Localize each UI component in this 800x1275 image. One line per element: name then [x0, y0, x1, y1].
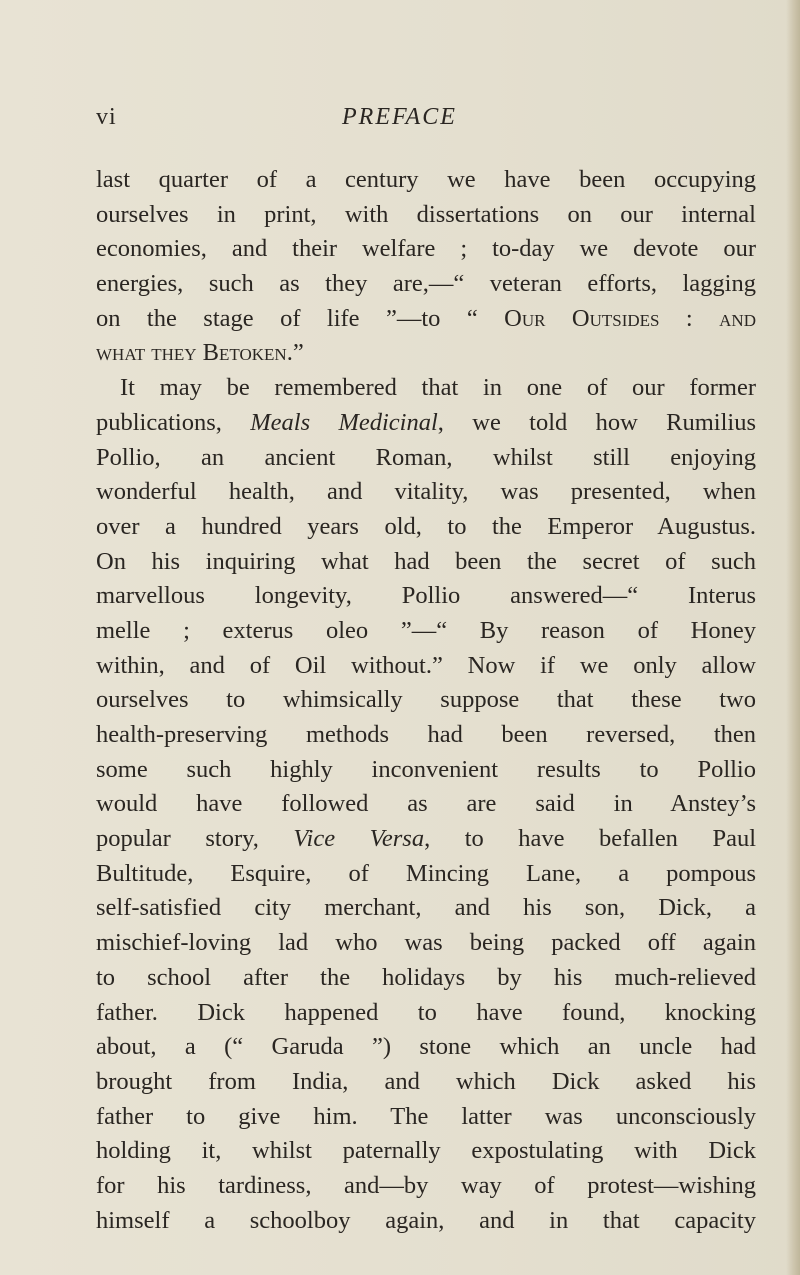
text-line: for his tardiness, and—by way of protest—wishing [96, 1171, 756, 1199]
text-line: over a hundred years old, to the Emperor Augustus. [96, 512, 756, 540]
text-line: would have followed as are said in Anstey’s [96, 790, 756, 818]
text-line: father to give him. The latter was unconsciously [96, 1102, 756, 1130]
text-line [96, 302, 756, 337]
text-line [96, 336, 756, 371]
text-line: marvellous longevity, Pollio answered—“ Interus [96, 582, 756, 610]
text-line: mischief-loving lad who was being packed off again [96, 929, 756, 957]
book-title-smallcaps: Our Outsides : and [504, 304, 756, 332]
text-line: energies, such as they are,—“ veteran efforts, lagging [96, 270, 756, 298]
text-segment: publications, [96, 408, 251, 436]
body-text [96, 163, 756, 1238]
text-line: melle ; exterus oleo ”—“ By reason of Honey [96, 616, 756, 644]
text-line: brought from India, and which Dick asked his [96, 1067, 756, 1095]
text-line [96, 406, 756, 441]
text-line: economies, and their welfare ; to-day we devote our [96, 235, 756, 263]
text-line: ourselves in print, with dissertations on our internal [96, 200, 756, 228]
running-header [96, 100, 736, 134]
text-line: to school after the holidays by his much-relieved [96, 963, 756, 991]
book-title-italic: Vice Versa [293, 825, 425, 853]
text-line [96, 822, 756, 857]
text-segment: , to have befallen Paul [424, 825, 757, 853]
text-line: Pollio, an ancient Roman, whilst still enjoying [96, 443, 756, 471]
text-line: last quarter of a century we have been occupying [96, 166, 756, 193]
text-line: about, a (“ Garuda ”) stone which an uncle had [96, 1033, 756, 1061]
page-number: vi [96, 104, 117, 130]
page-edge-shadow [786, 0, 800, 1275]
text-line: On his inquiring what had been the secret of such [96, 547, 756, 575]
text-segment: , we told how Rumilius [437, 408, 756, 436]
book-title-italic: Meals Medicinal [250, 408, 438, 436]
text-line: Bultitude, Esquire, of Mincing Lane, a pompous [96, 859, 756, 887]
text-line: It may be remembered that in one of our former [120, 374, 756, 402]
text-line: ourselves to whimsically suppose that these two [96, 686, 756, 714]
text-line: wonderful health, and vitality, was presented, when [96, 478, 756, 506]
book-title-smallcaps: what they Betoken.” [96, 339, 304, 367]
text-line: himself a schoolboy again, and in that capacity [96, 1206, 756, 1234]
text-line: holding it, whilst paternally expostulating with Dick [96, 1137, 756, 1165]
text-line: within, and of Oil without.” Now if we only allow [96, 651, 756, 679]
text-line: self-satisfied city merchant, and his son, Dick, a [96, 894, 756, 922]
text-segment: popular story, [96, 825, 294, 853]
text-segment: on the stage of life ”—to “ [96, 304, 505, 332]
text-line: father. Dick happened to have found, knocking [96, 998, 756, 1026]
text-line: health-preserving methods had been reversed, then [96, 721, 756, 748]
text-line: some such highly inconvenient results to Pollio [96, 755, 756, 783]
page-title: PREFACE [342, 104, 457, 130]
